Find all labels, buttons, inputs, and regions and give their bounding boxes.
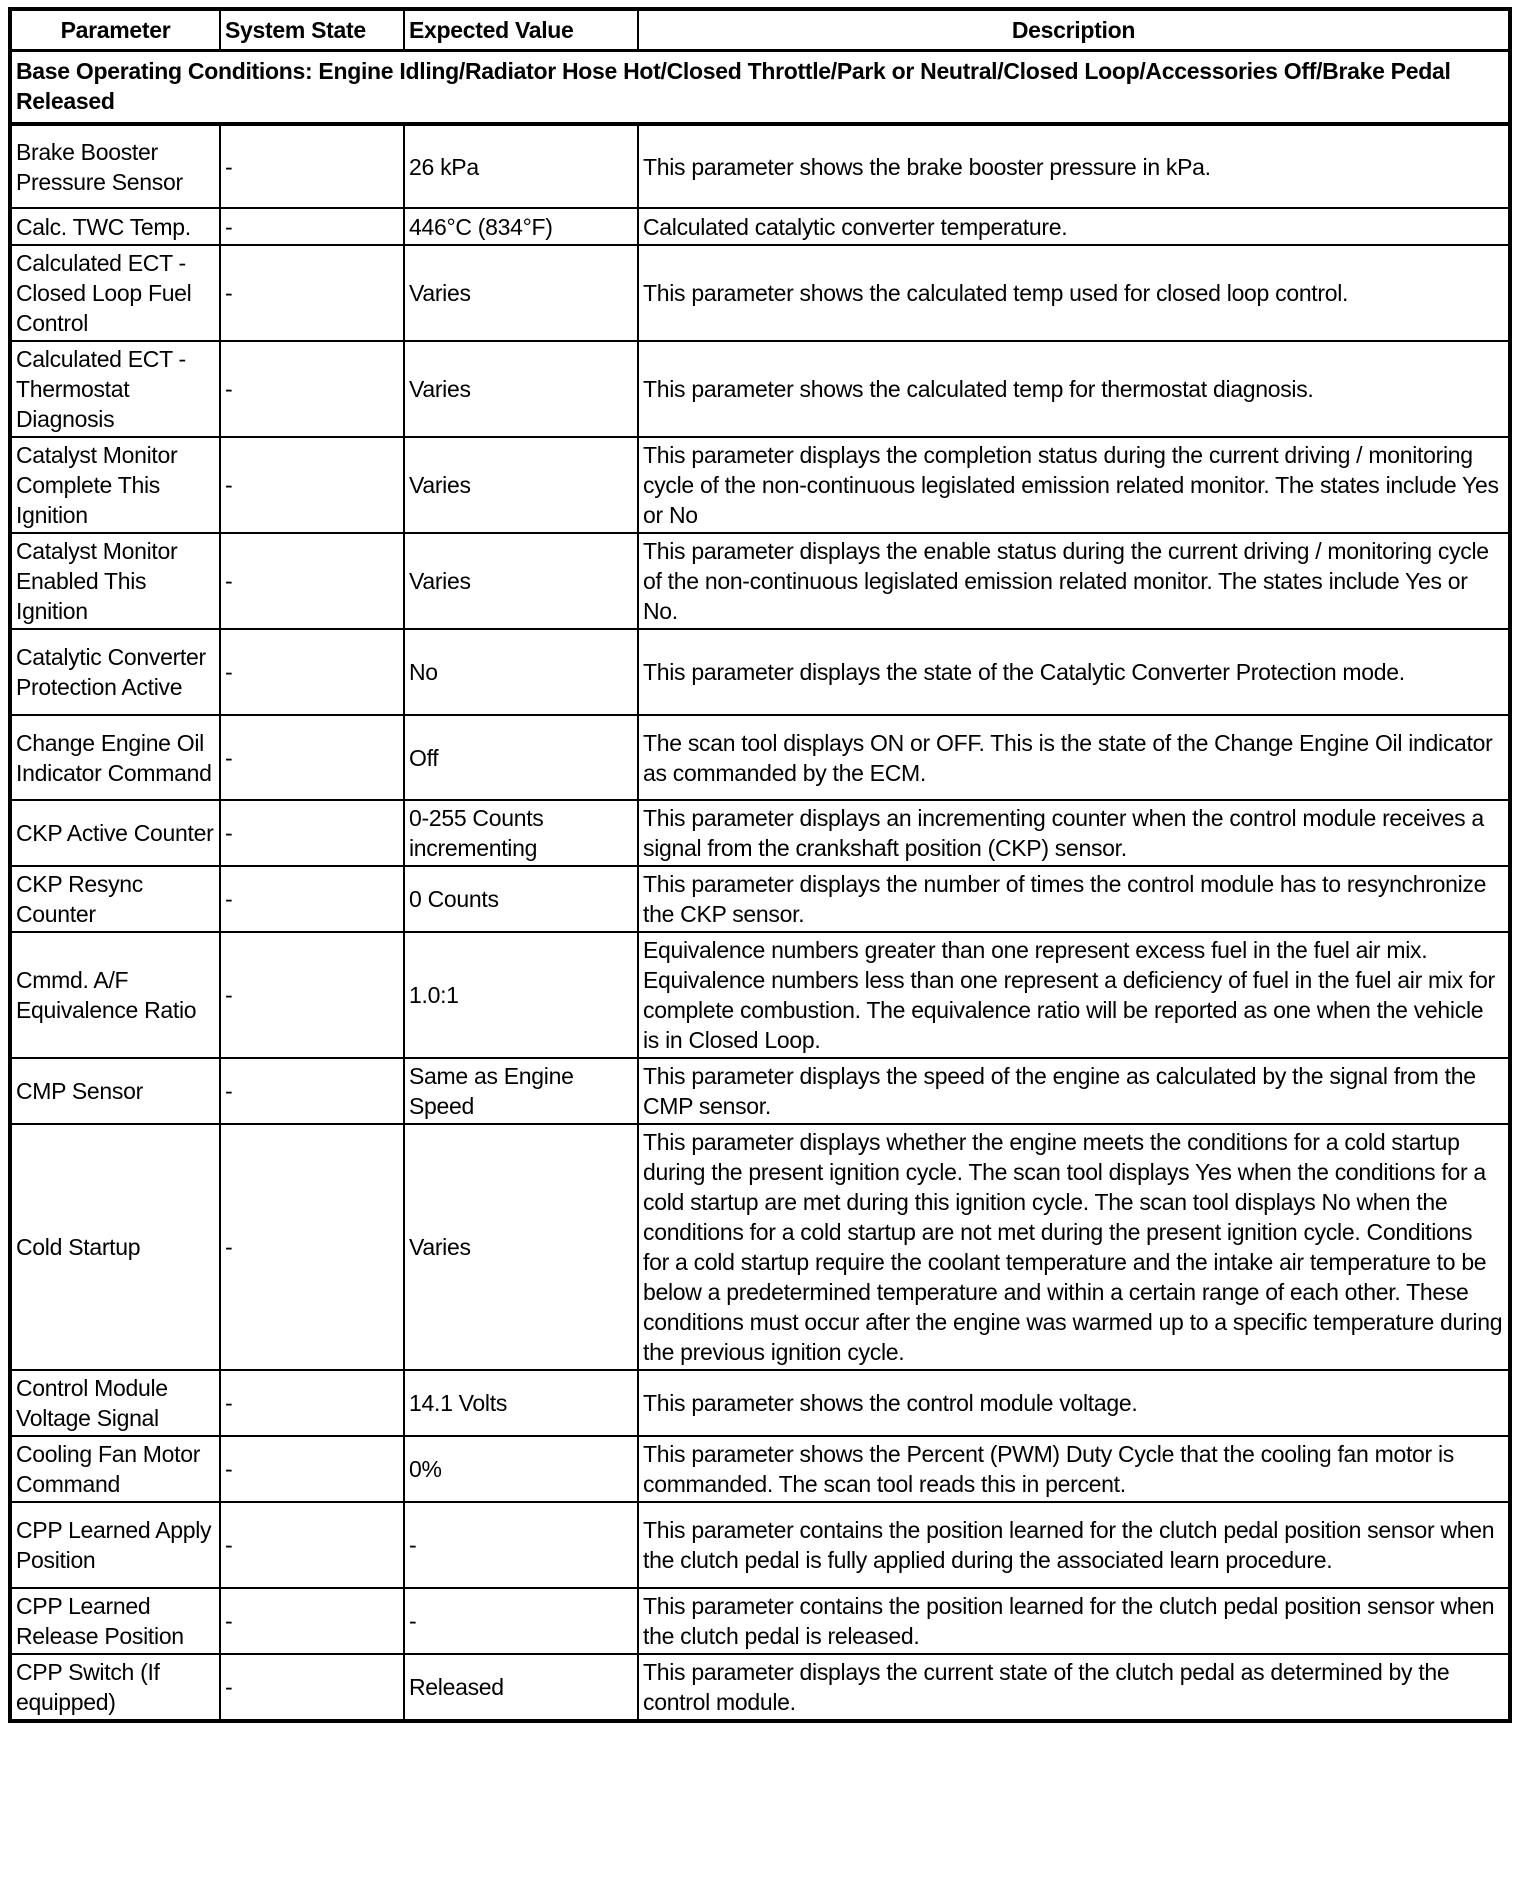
expected-value-cell: Varies bbox=[404, 1124, 638, 1370]
parameter-cell: Cmmd. A/F Equivalence Ratio bbox=[10, 932, 220, 1058]
system-state-cell: - bbox=[220, 1436, 404, 1502]
parameter-cell: Control Module Voltage Signal bbox=[10, 1370, 220, 1436]
expected-value-cell: 14.1 Volts bbox=[404, 1370, 638, 1436]
description-cell: The scan tool displays ON or OFF. This is the state of the Change Engine Oil indicator as commanded by the ECM. bbox=[638, 715, 1510, 800]
system-state-cell: - bbox=[220, 1654, 404, 1721]
table-row bbox=[10, 800, 1510, 866]
system-state-cell: - bbox=[220, 1058, 404, 1124]
parameter-cell: CPP Learned Release Position bbox=[10, 1588, 220, 1654]
table-row bbox=[10, 715, 1510, 800]
table-row bbox=[10, 866, 1510, 932]
parameter-cell: Calc. TWC Temp. bbox=[10, 208, 220, 245]
expected-value-cell: Off bbox=[404, 715, 638, 800]
parameter-cell: Change Engine Oil Indicator Command bbox=[10, 715, 220, 800]
description-cell: This parameter shows the brake booster pressure in kPa. bbox=[638, 124, 1510, 208]
table-row bbox=[10, 208, 1510, 245]
description-cell: This parameter contains the position learned for the clutch pedal position sensor when the clutch pedal is released. bbox=[638, 1588, 1510, 1654]
system-state-cell: - bbox=[220, 932, 404, 1058]
table-row bbox=[10, 341, 1510, 437]
description-cell: This parameter shows the control module voltage. bbox=[638, 1370, 1510, 1436]
table-row bbox=[10, 124, 1510, 208]
system-state-cell: - bbox=[220, 866, 404, 932]
system-state-cell: - bbox=[220, 1588, 404, 1654]
parameter-cell: Brake Booster Pressure Sensor bbox=[10, 124, 220, 208]
parameter-cell: Catalyst Monitor Complete This Ignition bbox=[10, 437, 220, 533]
table-row bbox=[10, 1370, 1510, 1436]
description-cell: This parameter displays whether the engine meets the conditions for a cold startup during the present ignition cycle. The scan tool displays Yes when the conditions for a cold startup are met during this ignition cycle. The scan tool displays No when the conditions for a cold startup are not met during the present ignition cycle. Conditions for a cold startup require the coolant temperature and the intake air temperature to be below a predetermined temperature and within a certain range of each other. These conditions must occur after the engine was warmed up to a specific temperature during the previous ignition cycle. bbox=[638, 1124, 1510, 1370]
table-row bbox=[10, 533, 1510, 629]
parameter-cell: Catalytic Converter Protection Active bbox=[10, 629, 220, 715]
description-cell: This parameter shows the calculated temp for thermostat diagnosis. bbox=[638, 341, 1510, 437]
parameter-cell: Cooling Fan Motor Command bbox=[10, 1436, 220, 1502]
header-parameter: Parameter bbox=[10, 9, 220, 51]
header-description: Description bbox=[638, 9, 1510, 51]
expected-value-cell: 26 kPa bbox=[404, 124, 638, 208]
expected-value-cell: 0 Counts bbox=[404, 866, 638, 932]
table-row bbox=[10, 437, 1510, 533]
expected-value-cell: Varies bbox=[404, 245, 638, 341]
parameter-cell: Cold Startup bbox=[10, 1124, 220, 1370]
expected-value-cell: Same as Engine Speed bbox=[404, 1058, 638, 1124]
description-cell: This parameter displays an incrementing counter when the control module receives a signal from the crankshaft position (CKP) sensor. bbox=[638, 800, 1510, 866]
table-row bbox=[10, 629, 1510, 715]
description-cell: Equivalence numbers greater than one represent excess fuel in the fuel air mix. Equivalence numbers less than one represent a deficiency of fuel in the fuel air mix for complete combustion. The equivalence ratio will be reported as one when the vehicle is in Closed Loop. bbox=[638, 932, 1510, 1058]
table-row bbox=[10, 245, 1510, 341]
description-cell: This parameter displays the speed of the engine as calculated by the signal from the CMP sensor. bbox=[638, 1058, 1510, 1124]
system-state-cell: - bbox=[220, 1124, 404, 1370]
table-row bbox=[10, 1654, 1510, 1721]
system-state-cell: - bbox=[220, 629, 404, 715]
system-state-cell: - bbox=[220, 715, 404, 800]
parameter-cell: CMP Sensor bbox=[10, 1058, 220, 1124]
expected-value-cell: Varies bbox=[404, 533, 638, 629]
system-state-cell: - bbox=[220, 437, 404, 533]
system-state-cell: - bbox=[220, 1370, 404, 1436]
expected-value-cell: No bbox=[404, 629, 638, 715]
scan-tool-data-table bbox=[8, 7, 1512, 1723]
system-state-cell: - bbox=[220, 1502, 404, 1588]
expected-value-cell: 446°C (834°F) bbox=[404, 208, 638, 245]
table-row bbox=[10, 1058, 1510, 1124]
description-cell: This parameter displays the state of the Catalytic Converter Protection mode. bbox=[638, 629, 1510, 715]
parameter-cell: CKP Resync Counter bbox=[10, 866, 220, 932]
header-system-state: System State bbox=[220, 9, 404, 51]
system-state-cell: - bbox=[220, 208, 404, 245]
expected-value-cell: Varies bbox=[404, 437, 638, 533]
parameter-cell: CKP Active Counter bbox=[10, 800, 220, 866]
section-row bbox=[10, 51, 1510, 125]
table-row bbox=[10, 1436, 1510, 1502]
description-cell: This parameter shows the calculated temp used for closed loop control. bbox=[638, 245, 1510, 341]
system-state-cell: - bbox=[220, 800, 404, 866]
expected-value-cell: Released bbox=[404, 1654, 638, 1721]
parameter-cell: CPP Switch (If equipped) bbox=[10, 1654, 220, 1721]
description-cell: Calculated catalytic converter temperature. bbox=[638, 208, 1510, 245]
description-cell: This parameter displays the number of times the control module has to resynchronize the CKP sensor. bbox=[638, 866, 1510, 932]
system-state-cell: - bbox=[220, 124, 404, 208]
expected-value-cell: - bbox=[404, 1588, 638, 1654]
expected-value-cell: 0-255 Counts incrementing bbox=[404, 800, 638, 866]
parameter-cell: Catalyst Monitor Enabled This Ignition bbox=[10, 533, 220, 629]
parameter-cell: Calculated ECT - Thermostat Diagnosis bbox=[10, 341, 220, 437]
header-expected-value: Expected Value bbox=[404, 9, 638, 51]
description-cell: This parameter contains the position learned for the clutch pedal position sensor when the clutch pedal is fully applied during the associated learn procedure. bbox=[638, 1502, 1510, 1588]
expected-value-cell: 1.0:1 bbox=[404, 932, 638, 1058]
system-state-cell: - bbox=[220, 341, 404, 437]
expected-value-cell: 0% bbox=[404, 1436, 638, 1502]
table-row bbox=[10, 1124, 1510, 1370]
table-row bbox=[10, 1502, 1510, 1588]
table-row bbox=[10, 932, 1510, 1058]
description-cell: This parameter displays the completion status during the current driving / monitoring cycle of the non-continuous legislated emission related monitor. The states include Yes or No bbox=[638, 437, 1510, 533]
parameter-cell: Calculated ECT - Closed Loop Fuel Control bbox=[10, 245, 220, 341]
expected-value-cell: - bbox=[404, 1502, 638, 1588]
table-header-row bbox=[10, 9, 1510, 51]
system-state-cell: - bbox=[220, 245, 404, 341]
description-cell: This parameter shows the Percent (PWM) Duty Cycle that the cooling fan motor is commanded. The scan tool reads this in percent. bbox=[638, 1436, 1510, 1502]
description-cell: This parameter displays the enable status during the current driving / monitoring cycle of the non-continuous legislated emission related monitor. The states include Yes or No. bbox=[638, 533, 1510, 629]
parameter-cell: CPP Learned Apply Position bbox=[10, 1502, 220, 1588]
base-operating-conditions: Base Operating Conditions: Engine Idling/Radiator Hose Hot/Closed Throttle/Park or Neutral/Closed Loop/Accessories Off/Brake Pedal Released bbox=[10, 51, 1510, 125]
table-row bbox=[10, 1588, 1510, 1654]
description-cell: This parameter displays the current state of the clutch pedal as determined by the control module. bbox=[638, 1654, 1510, 1721]
system-state-cell: - bbox=[220, 533, 404, 629]
expected-value-cell: Varies bbox=[404, 341, 638, 437]
